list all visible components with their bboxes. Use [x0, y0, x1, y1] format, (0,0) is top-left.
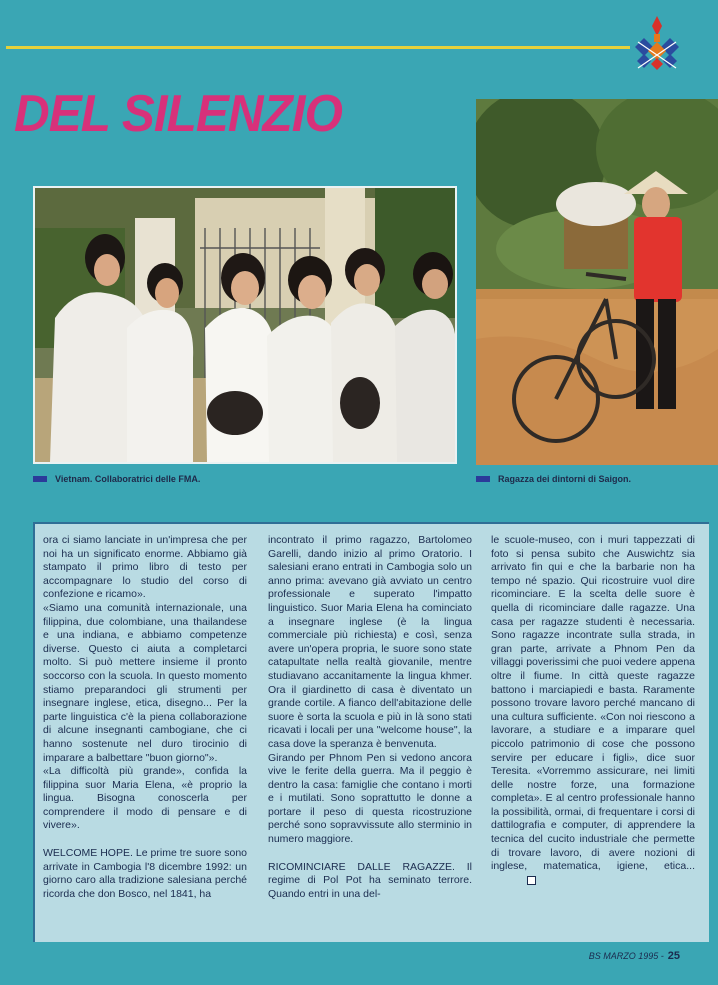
caption-marker	[33, 476, 47, 482]
paragraph: ora ci siamo lanciate in un'impresa che per noi ha un significato enorme. Abbiamo già stampato il primo libro di testo per accompagnare lo studio del corso di confezione e ricamo».	[43, 534, 247, 601]
caption-right-text: Ragazza dei dintorni di Saigon.	[498, 474, 632, 484]
text-column-1	[43, 534, 247, 901]
page-footer	[589, 950, 680, 962]
article-body	[33, 522, 709, 942]
end-of-article-icon	[527, 876, 536, 885]
photo-collaborators	[33, 186, 457, 464]
paragraph-text: le scuole-museo, con i muri tappezzati di foto si pensa subito che Auswichtz sia arrivato fin qui e che la barbarie non ha tempo né spazio. Qui ricostruire vuol dire ricominciare. E la scelta delle suore è quella di ricominciare dalle ragazze. Una casa per ragazze studenti è necessaria. Sono ragazze incontrate sulla strada, in gran parte, arrivate a Phnom Pen da villaggi poverissimi che puoi vedere appena oltre il fiume. In città queste ragazze battono i marciapiedi e basta. Raramente possono trovare lavoro perché mancano di una cultura sufficiente. «Con noi riescono a lavorare, a studiare e a imparare quel piccolo patrimonio di cose che possono servire per educare i figli», dice suor Teresita. «Vorremmo assicurare, nei limiti delle nostre forze, una formazione completa». E al centro professionale hanno la possibilità, ormai, di frequentare i corsi di dattilografia e computer, di apprendere la tecnica del cucito industriale che permette di trovare lavoro, di avere nozioni di inglese, matematica, igiene, etica...	[491, 534, 695, 873]
caption-right	[476, 474, 631, 484]
issue-label: BS MARZO 1995 -	[588, 951, 664, 961]
text-column-3	[491, 534, 695, 887]
text-column-2	[268, 534, 472, 901]
header-rule	[6, 46, 630, 49]
magazine-logo-icon	[632, 14, 682, 72]
caption-left-text: Vietnam. Collaboratrici delle FMA.	[55, 474, 201, 484]
paragraph	[491, 534, 695, 887]
paragraph: «La difficoltà più grande», confida la filippina suor Maria Elena, «è proprio la lingua. Bisogna conoscerla per comprendere il modo di pensare e di vivere».	[43, 765, 247, 832]
caption-left	[33, 474, 200, 484]
photo-girl-bicycle	[476, 99, 718, 465]
section-paragraph: WELCOME HOPE. Le prime tre suore sono arrivate in Cambogia l'8 dicembre 1992: un giorno caro alla tradizione salesiana perché ricorda che don Bosco, nel 1841, ha	[43, 847, 247, 900]
article-headline: DEL SILENZIO	[14, 85, 343, 143]
paragraph: Girando per Phnom Pen si vedono ancora vive le ferite della guerra. Ma il peggio è dentro la casa: famiglie che contano i morti e i mutilati. Sono soprattutto le donne a portare il peso di questa ricostruzione perché sono sopravvissute allo sterminio in numero maggiore.	[268, 751, 472, 846]
page-number: 25	[667, 950, 680, 962]
caption-marker	[476, 476, 490, 482]
paragraph: «Siamo una comunità internazionale, una filippina, due colombiane, una thailandese e una indiana, e abbiamo competenze diverse. Questo ci aiuta a completarci molto. Si può mettere insieme il pronto soccorso con la scuola. In questo momento stiamo preparandoci gli strumenti per insegnare inglese, etica, disegno... Per la parte linguistica c'è la piena collaborazione di alcune insegnanti cambogiane, che ci hanno sostenute nel duro tirocinio di imparare a balbettare "buon giorno"».	[43, 601, 247, 764]
section-paragraph: RICOMINCIARE DALLE RAGAZZE. Il regime di Pol Pot ha seminato terrore. Quando entri in una del-	[268, 860, 472, 900]
paragraph: incontrato il primo ragazzo, Bartolomeo Garelli, dando inizio al primo Oratorio. I salesiani erano entrati in Cambogia solo un anno prima: avevano già avviato un centro professionale e superato l'impatto linguistico. Suor Maria Elena ha cominciato a insegnare inglese (è la lingua commerciale più richiesta) e così, senza avere un'opera propria, le suore sono state catapultate nella realtà giovanile, mentre studiavano accanitamente la lingua khmer. Ora il giardinetto di casa è diventato un grande cortile. A fianco dell'abitazione delle suore è sorta la scuola e più in là sono stati ricavati i locali per una "welcome house", la casa dove la speranza è benvenuta.	[268, 534, 472, 750]
